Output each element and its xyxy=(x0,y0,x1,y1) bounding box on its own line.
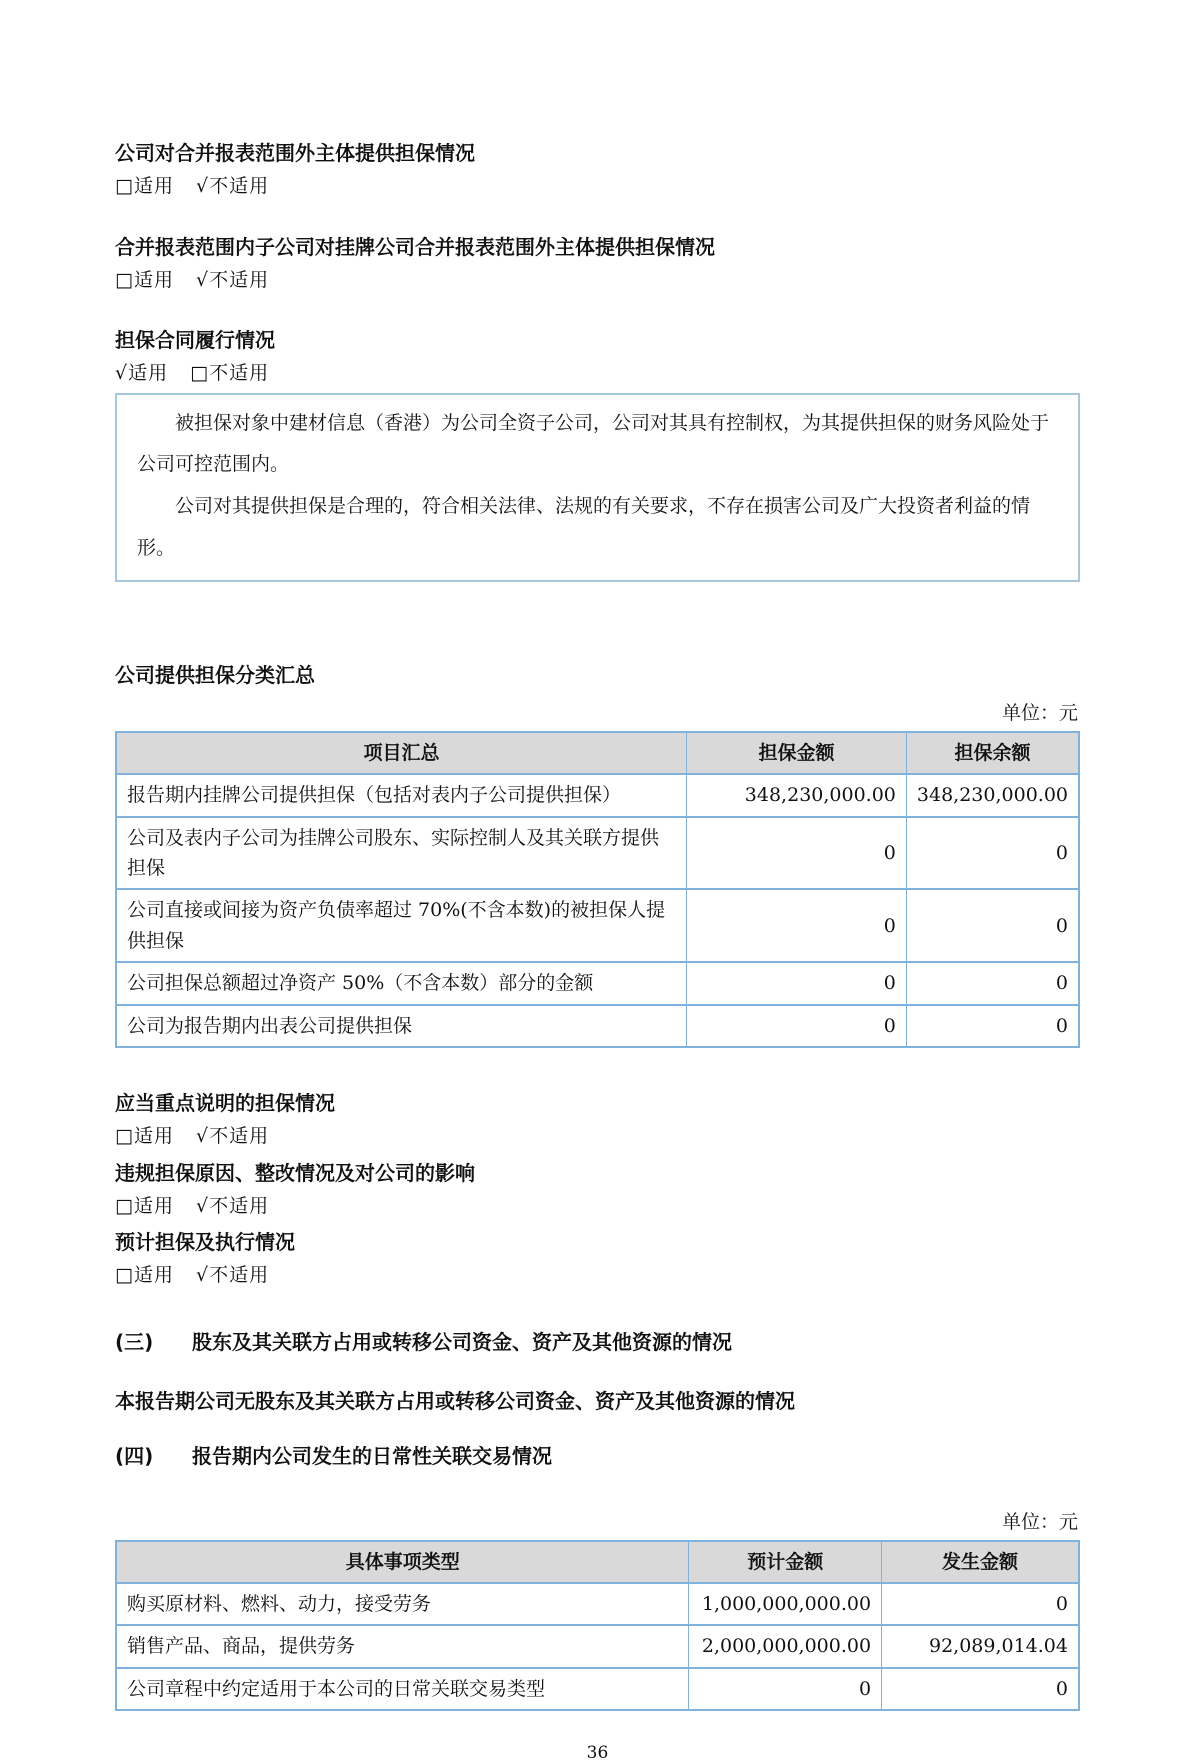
box-paragraph: 公司对其提供担保是合理的，符合相关法律、法规的有关要求，不存在损害公司及广大投资者利益的情形。 xyxy=(137,495,1031,560)
section-heading-classification-summary: 公司提供担保分类汇总 xyxy=(115,662,315,687)
table-row xyxy=(116,1583,1079,1625)
table-row xyxy=(116,1005,1079,1047)
section-title: 报告期内公司发生的日常性关联交易情况 xyxy=(192,1443,552,1468)
section-heading-expected-guarantee: 预计担保及执行情况 xyxy=(115,1230,295,1255)
section-heading-key-guarantee: 应当重点说明的担保情况 xyxy=(115,1090,335,1115)
amount-cell: 348,230,000.00 xyxy=(906,774,1079,816)
item-label-cell: 公司章程中约定适用于本公司的日常关联交易类型 xyxy=(116,1668,689,1710)
section-heading-3 xyxy=(115,1326,1080,1355)
section-heading-violation: 违规担保原因、整改情况及对公司的影响 xyxy=(115,1160,475,1185)
applicability-line xyxy=(115,267,1080,295)
amount-cell: 0 xyxy=(882,1583,1079,1625)
section-number: (三) xyxy=(115,1329,154,1354)
column-header: 发生金额 xyxy=(882,1541,1079,1583)
amount-cell: 0 xyxy=(687,1005,907,1047)
amount-cell: 0 xyxy=(689,1668,882,1710)
item-label-cell: 公司为报告期内出表公司提供担保 xyxy=(116,1005,687,1047)
amount-cell: 0 xyxy=(906,889,1079,962)
page-number: 36 xyxy=(586,1743,609,1763)
checkbox-unchecked-icon: □ xyxy=(115,1124,134,1147)
amount-cell: 0 xyxy=(687,962,907,1004)
not-apply-label: 不适用 xyxy=(209,1194,270,1217)
amount-cell: 0 xyxy=(906,817,1079,890)
section-heading-4 xyxy=(115,1440,1080,1469)
amount-cell: 0 xyxy=(882,1668,1079,1710)
apply-label: 适用 xyxy=(133,268,174,291)
table-row xyxy=(116,1625,1079,1667)
checkmark-icon: √ xyxy=(115,362,129,385)
column-header: 担保金额 xyxy=(687,732,907,774)
amount-cell: 0 xyxy=(687,817,907,890)
apply-label: 适用 xyxy=(128,362,169,385)
not-apply-label: 不适用 xyxy=(209,1264,270,1287)
applicability-line xyxy=(115,173,1080,201)
column-header: 预计金额 xyxy=(689,1541,882,1583)
section-heading-external-guarantee: 公司对合并报表范围外主体提供担保情况 xyxy=(115,141,475,165)
section-number: (四) xyxy=(115,1443,154,1468)
table-row xyxy=(116,1668,1079,1710)
checkmark-icon: √ xyxy=(195,268,210,291)
applicability-line xyxy=(115,1123,1080,1151)
unit-label: 单位：元 xyxy=(1001,701,1078,724)
not-apply-label: 不适用 xyxy=(209,362,270,385)
amount-cell: 0 xyxy=(687,889,907,962)
table-header-row xyxy=(116,732,1079,774)
item-label-cell: 公司及表内子公司为挂牌公司股东、实际控制人及其关联方提供担保 xyxy=(116,817,687,890)
section-title: 股东及其关联方占用或转移公司资金、资产及其他资源的情况 xyxy=(192,1329,732,1354)
amount-cell: 92,089,014.04 xyxy=(882,1625,1079,1667)
item-label-cell: 公司担保总额超过净资产 50%（不含本数）部分的金额 xyxy=(116,962,687,1004)
table-header-row xyxy=(116,1541,1079,1583)
amount-cell: 2,000,000,000.00 xyxy=(689,1625,882,1667)
not-apply-label: 不适用 xyxy=(209,268,270,291)
apply-label: 适用 xyxy=(133,175,174,197)
guarantee-summary-table xyxy=(115,731,1080,1048)
box-paragraph: 被担保对象中建材信息（香港）为公司全资子公司，公司对其具有控制权，为其提供担保的财务风险处于公司可控范围内。 xyxy=(137,411,1050,476)
apply-label: 适用 xyxy=(133,1194,174,1217)
checkmark-icon: √ xyxy=(195,1264,210,1287)
apply-label: 适用 xyxy=(133,1264,174,1287)
related-transactions-table xyxy=(115,1540,1080,1712)
amount-cell: 0 xyxy=(906,962,1079,1004)
applicability-line xyxy=(115,1193,1080,1221)
section-heading-subsidiary-guarantee: 合并报表范围内子公司对挂牌公司合并报表范围外主体提供担保情况 xyxy=(115,234,715,259)
column-header: 项目汇总 xyxy=(116,732,687,774)
checkmark-icon: √ xyxy=(195,1124,210,1147)
unit-label: 单位：元 xyxy=(1001,1510,1078,1533)
checkmark-icon: √ xyxy=(195,175,210,197)
checkmark-icon: √ xyxy=(195,1194,210,1217)
applicability-line xyxy=(115,1262,1080,1290)
table-row xyxy=(116,889,1079,962)
column-header: 具体事项类型 xyxy=(116,1541,689,1583)
amount-cell: 0 xyxy=(906,1005,1079,1047)
checkbox-unchecked-icon: □ xyxy=(115,175,134,197)
item-label-cell: 报告期内挂牌公司提供担保（包括对表内子公司提供担保） xyxy=(116,774,687,816)
checkbox-unchecked-icon: □ xyxy=(115,268,134,291)
column-header: 担保余额 xyxy=(906,732,1079,774)
item-label-cell: 销售产品、商品，提供劳务 xyxy=(116,1625,689,1667)
table-row xyxy=(116,817,1079,890)
amount-cell: 348,230,000.00 xyxy=(687,774,907,816)
checkbox-unchecked-icon: □ xyxy=(115,1194,134,1217)
table-row xyxy=(116,774,1079,816)
table-row xyxy=(116,962,1079,1004)
item-label-cell: 购买原材料、燃料、动力，接受劳务 xyxy=(116,1583,689,1625)
applicability-line xyxy=(115,360,1080,388)
not-apply-label: 不适用 xyxy=(209,1124,270,1147)
section-heading-contract-performance: 担保合同履行情况 xyxy=(115,328,275,353)
guarantee-explanation-box xyxy=(115,393,1080,582)
apply-label: 适用 xyxy=(133,1124,174,1147)
not-apply-label: 不适用 xyxy=(209,175,270,197)
amount-cell: 1,000,000,000.00 xyxy=(689,1583,882,1625)
item-label-cell: 公司直接或间接为资产负债率超过 70%(不含本数)的被担保人提供担保 xyxy=(116,889,687,962)
section-3-note: 本报告期公司无股东及其关联方占用或转移公司资金、资产及其他资源的情况 xyxy=(115,1388,795,1413)
checkbox-unchecked-icon: □ xyxy=(190,362,210,385)
checkbox-unchecked-icon: □ xyxy=(115,1264,134,1287)
